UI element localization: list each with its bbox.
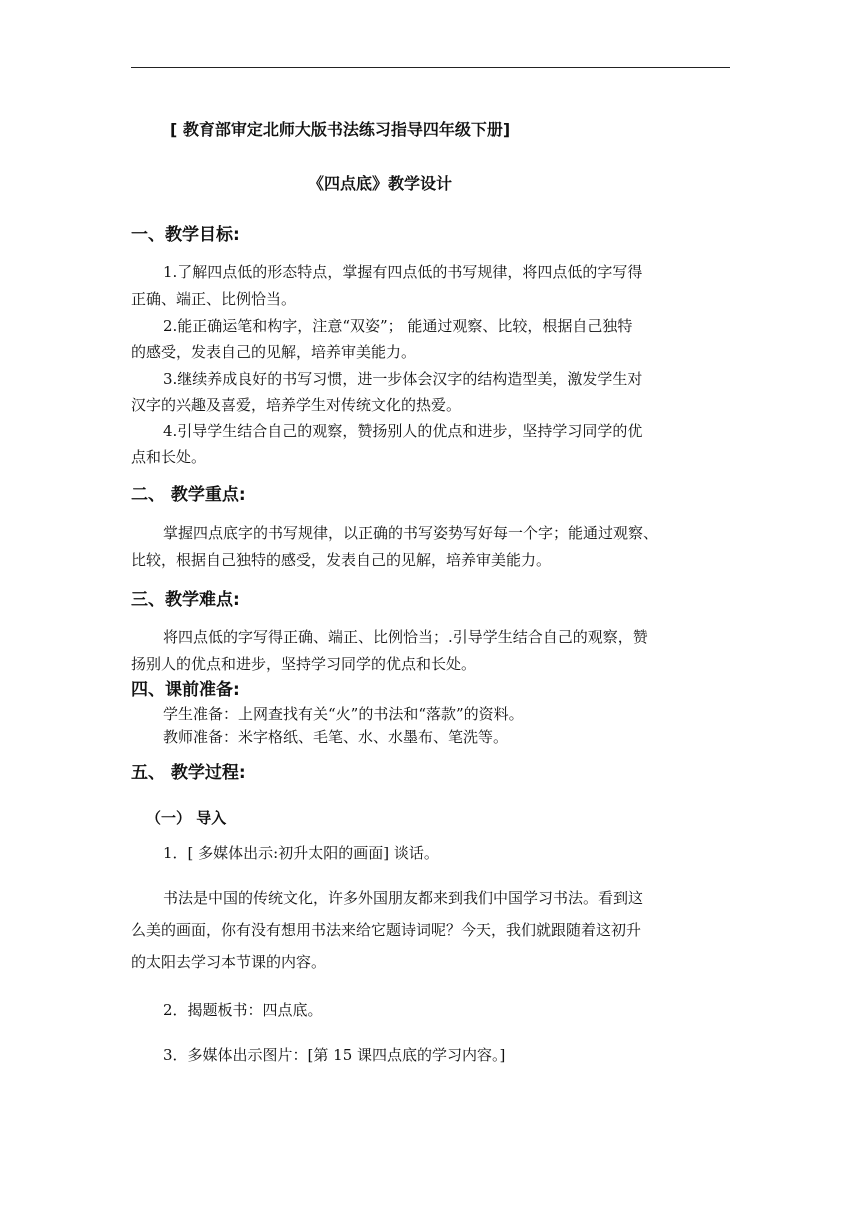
section-goals-heading: 一、教学目标: xyxy=(131,225,240,245)
talk-line-1: 书法是中国的传统文化，许多外国朋友都来到我们中国学习书法。看到这 xyxy=(163,889,644,907)
process-step-3: 3．多媒体出示图片：[第 15 课四点底的学习内容。] xyxy=(163,1046,506,1064)
intro-subheading: （一） 导入 xyxy=(146,809,227,827)
keypoints-line-1: 掌握四点底字的书写规律，以正确的书写姿势写好每一个字；能通过观察、 xyxy=(163,524,659,542)
goals-line-7: 4.引导学生结合自己的观察，赞扬别人的优点和进步，坚持学习同学的优 xyxy=(163,422,643,440)
section-keypoints-heading: 二、 教学重点: xyxy=(131,485,246,505)
section-difficulties-heading: 三、教学难点: xyxy=(131,590,240,610)
goals-line-5: 3.继续养成良好的书写习惯，进一步体会汉字的结构造型美，激发学生对 xyxy=(163,370,643,388)
section-preparation-heading: 四、课前准备: xyxy=(131,680,240,700)
process-step-1: 1．[ 多媒体出示:初升太阳的画面] 谈话。 xyxy=(163,844,439,862)
goals-line-8: 点和长处。 xyxy=(131,448,207,466)
difficulties-line-2: 扬别人的优点和进步，坚持学习同学的优点和长处。 xyxy=(131,655,477,673)
keypoints-line-2: 比较，根据自己独特的感受，发表自己的见解，培养审美能力。 xyxy=(131,551,552,569)
talk-line-2: 么美的画面，你有没有想用书法来给它题诗词呢？今天，我们就跟随着这初升 xyxy=(131,921,642,939)
preparation-line-2: 教师准备：米字格纸、毛笔、水、水墨布、笔洗等。 xyxy=(163,728,509,746)
goals-line-2: 正确、端正、比例恰当。 xyxy=(131,290,297,308)
document-title: 《四点底》教学设计 xyxy=(308,174,453,193)
goals-line-3: 2.能正确运笔和构字，注意“双姿”； 能通过观察、比较，根据自己独特 xyxy=(163,317,633,335)
header-rule xyxy=(131,67,730,68)
goals-line-4: 的感受，发表自己的见解，培养审美能力。 xyxy=(131,343,417,361)
process-step-2: 2．揭题板书：四点底。 xyxy=(163,1001,323,1019)
goals-line-1: 1.了解四点低的形态特点，掌握有四点低的书写规律，将四点低的字写得 xyxy=(163,263,643,281)
talk-line-3: 的太阳去学习本节课的内容。 xyxy=(131,953,327,971)
preparation-line-1: 学生准备：上网查找有关“火”的书法和“落款”的资料。 xyxy=(163,705,524,723)
series-title: [ 教育部审定北师大版书法练习指导四年级下册] xyxy=(170,120,511,139)
difficulties-line-1: 将四点低的字写得正确、端正、比例恰当；.引导学生结合自己的观察，赞 xyxy=(163,628,648,646)
goals-line-6: 汉字的兴趣及喜爱，培养学生对传统文化的热爱。 xyxy=(131,396,462,414)
section-process-heading: 五、 教学过程: xyxy=(131,763,246,783)
